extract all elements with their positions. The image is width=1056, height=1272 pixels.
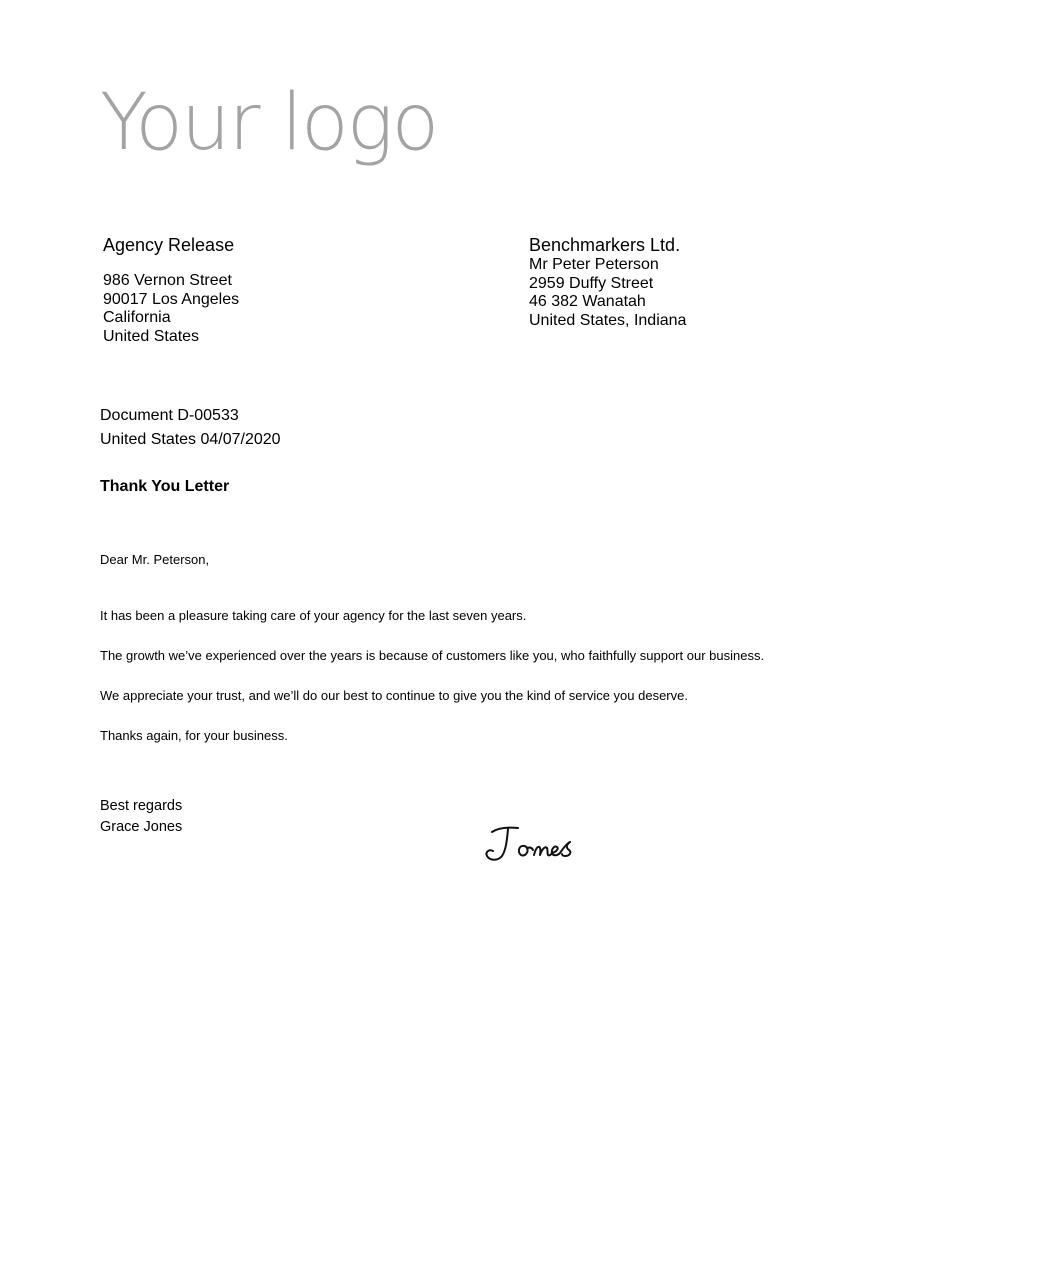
signer-name: Grace Jones [100, 819, 183, 835]
sender-city: 90017 Los Angeles [103, 290, 240, 308]
recipient-country: United States, Indiana [529, 312, 687, 330]
body-paragraph: We appreciate your trust, and we’ll do our best to continue to give you the kind of service you deserve. [100, 688, 688, 703]
recipient-block [529, 234, 929, 331]
document-info [100, 404, 281, 452]
body-paragraph: Thanks again, for your business. [100, 728, 288, 743]
handwritten-signature [478, 818, 598, 870]
document-place-date: United States 04/07/2020 [100, 431, 281, 448]
sender-name: Agency Release [103, 235, 235, 255]
document-number: Document D-00533 [100, 407, 239, 424]
body-paragraph: The growth we’ve experienced over the years is because of customers like you, who faithfully support our business. [100, 648, 765, 663]
letter-body [100, 608, 960, 768]
sender-street: 986 Vernon Street [103, 272, 232, 289]
letter-salutation: Dear Mr. Peterson, [100, 552, 210, 567]
sender-state: California [103, 309, 171, 327]
letter-closing [100, 796, 182, 838]
sender-block [103, 234, 463, 347]
closing-phrase: Best regards [100, 798, 183, 814]
recipient-street: 2959 Duffy Street [529, 274, 654, 292]
recipient-contact: Mr Peter Peterson [529, 256, 659, 273]
recipient-city: 46 382 Wanatah [529, 293, 646, 311]
letter-subject: Thank You Letter [100, 478, 230, 495]
recipient-company: Benchmarkers Ltd. [529, 235, 681, 255]
logo-placeholder: Your logo [100, 78, 438, 168]
sender-country: United States [103, 328, 200, 346]
body-paragraph: It has been a pleasure taking care of your agency for the last seven years. [100, 608, 527, 623]
